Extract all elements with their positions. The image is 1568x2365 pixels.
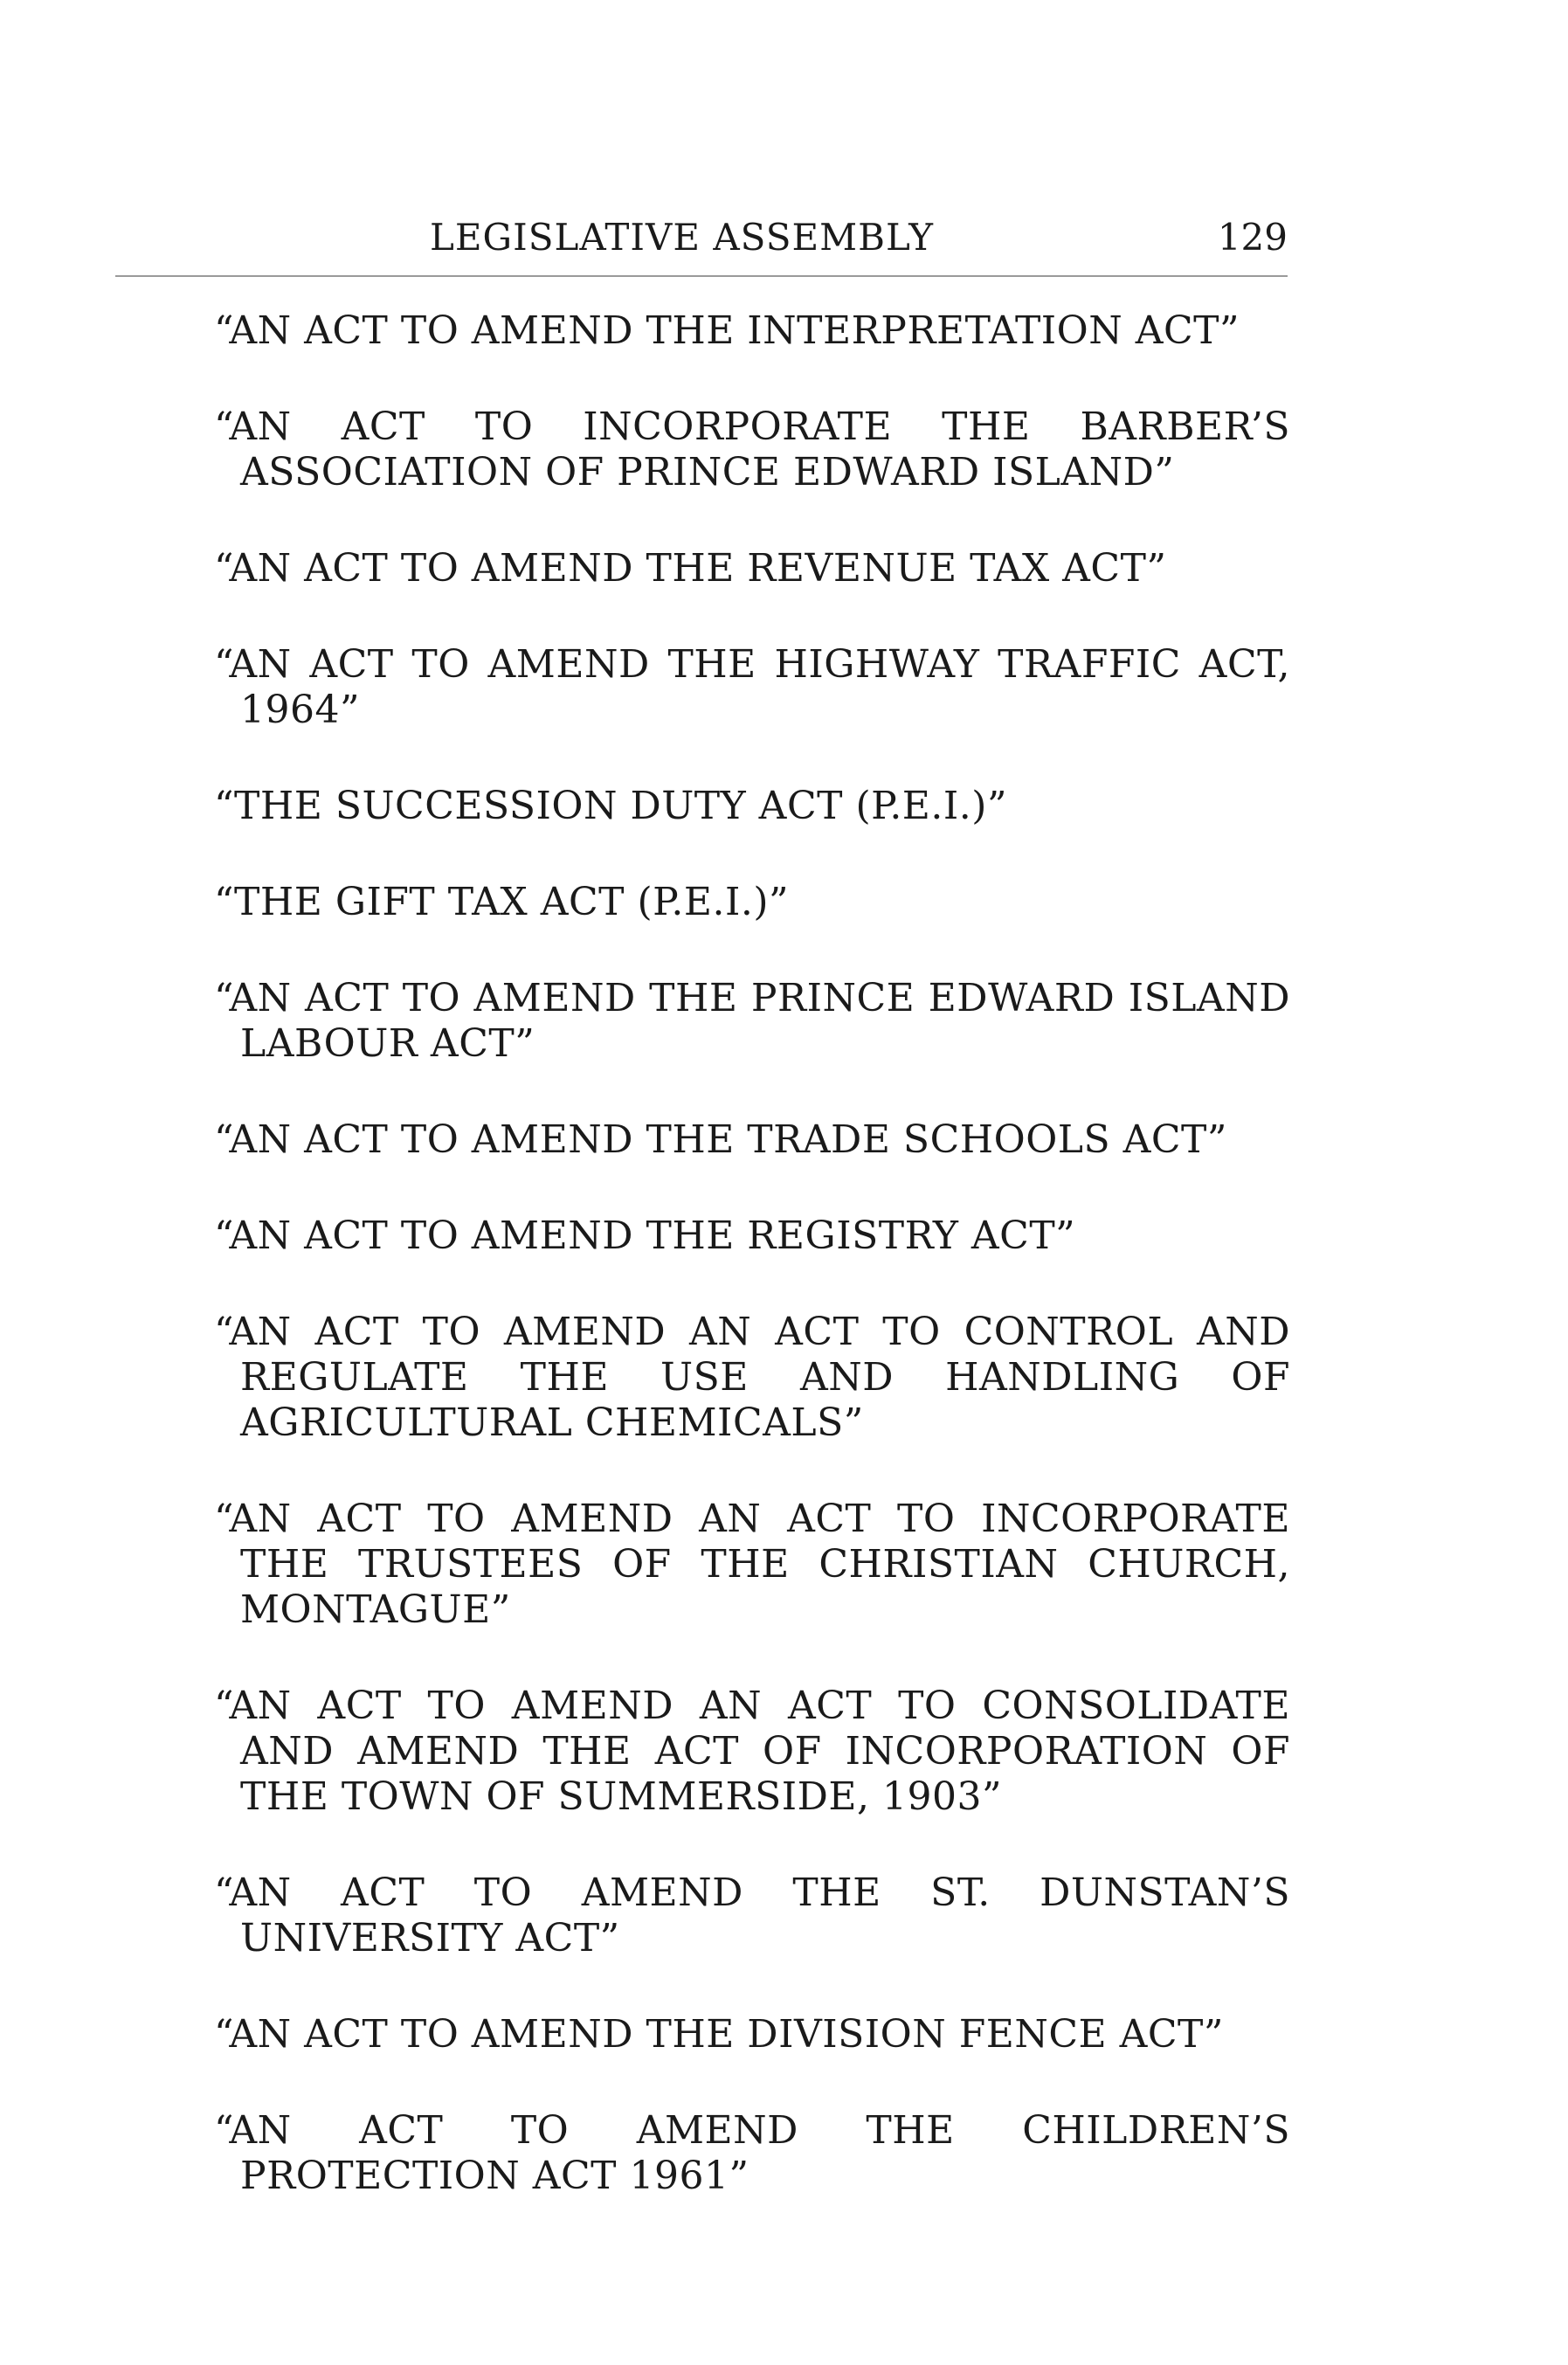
act-title: “AN ACT TO INCORPORATE THE BARBER’S ASSOCIATION OF PRINCE EDWARD ISLAND” [214,405,1290,494]
act-title: “AN ACT TO AMEND AN ACT TO INCORPORATE THE TRUSTEES OF THE CHRISTIAN CHURCH, MONTAGUE” [214,1497,1290,1632]
act-title: “AN ACT TO AMEND THE REGISTRY ACT” [214,1214,1076,1258]
act-title: “AN ACT TO AMEND THE REVENUE TAX ACT” [214,546,1167,591]
act-title: “AN ACT TO AMEND AN ACT TO CONSOLIDATE AND AMEND THE ACT OF INCORPORATION OF THE TOWN OF SUMMERSIDE, 1903” [214,1684,1290,1819]
act-title: “AN ACT TO AMEND THE PRINCE EDWARD ISLAND LABOUR ACT” [214,976,1290,1066]
running-header [115,214,1288,277]
page-number: 129 [1217,216,1288,259]
act-title: “AN ACT TO AMEND THE DIVISION FENCE ACT” [214,2012,1224,2057]
act-title: “AN ACT TO AMEND THE TRADE SCHOOLS ACT” [214,1117,1227,1162]
act-title: “AN ACT TO AMEND AN ACT TO CONTROL AND REGULATE THE USE AND HANDLING OF AGRICULTURAL CHEMICALS” [214,1310,1290,1445]
running-title: LEGISLATIVE ASSEMBLY [430,216,934,259]
act-title: “AN ACT TO AMEND THE HIGHWAY TRAFFIC ACT, 1964” [214,642,1290,732]
act-title: “AN ACT TO AMEND THE CHILDREN’S PROTECTION ACT 1961” [214,2108,1290,2198]
act-title: “AN ACT TO AMEND THE INTERPRETATION ACT” [214,308,1240,353]
act-title: “THE SUCCESSION DUTY ACT (P.E.I.)” [214,784,1007,828]
act-title: “AN ACT TO AMEND THE ST. DUNSTAN’S UNIVERSITY ACT” [214,1871,1290,1960]
acts-list [214,308,1290,2199]
act-title: “THE GIFT TAX ACT (P.E.I.)” [214,880,789,924]
